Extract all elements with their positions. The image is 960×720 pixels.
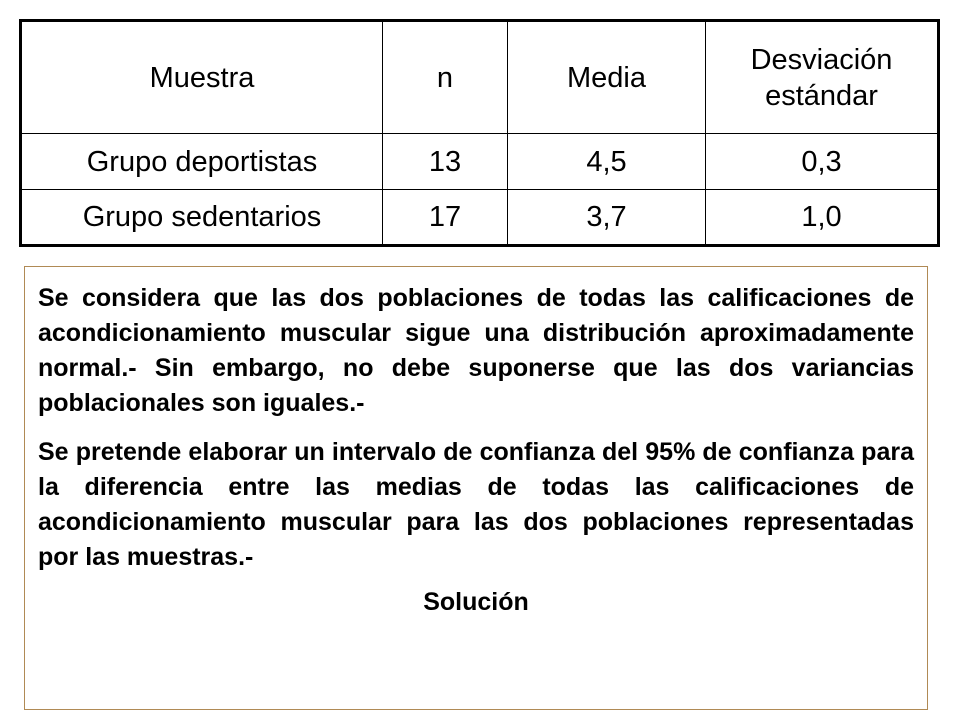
problem-text-box xyxy=(24,266,928,710)
statistics-table xyxy=(19,19,940,247)
solution-heading: Solución xyxy=(423,588,529,616)
header-std-dev: Desviación estándar xyxy=(706,21,939,134)
header-sample: Muestra xyxy=(21,21,383,134)
objective-paragraph: Se pretende elaborar un intervalo de confianza del 95% de confianza para la diferencia entre las medias de todas las calificaciones de acondicionamiento muscular para las dos poblaciones representadas por las muestras.- xyxy=(38,438,914,571)
cell-mean: 4,5 xyxy=(508,134,706,190)
header-n: n xyxy=(383,21,508,134)
cell-n: 13 xyxy=(383,134,508,190)
assumption-paragraph: Se considera que las dos poblaciones de todas las calificaciones de acondicionamiento muscular sigue una distribución aproximadamente normal.- Sin embargo, no debe suponerse que las dos variancias poblacionales son iguales.- xyxy=(38,284,914,417)
header-mean: Media xyxy=(508,21,706,134)
cell-n: 17 xyxy=(383,190,508,246)
cell-sample: Grupo deportistas xyxy=(21,134,383,190)
cell-mean: 3,7 xyxy=(508,190,706,246)
cell-std-dev: 0,3 xyxy=(706,134,939,190)
table-row xyxy=(21,134,939,190)
cell-std-dev: 1,0 xyxy=(706,190,939,246)
cell-sample: Grupo sedentarios xyxy=(21,190,383,246)
table-header-row xyxy=(21,21,939,134)
table-row xyxy=(21,190,939,246)
